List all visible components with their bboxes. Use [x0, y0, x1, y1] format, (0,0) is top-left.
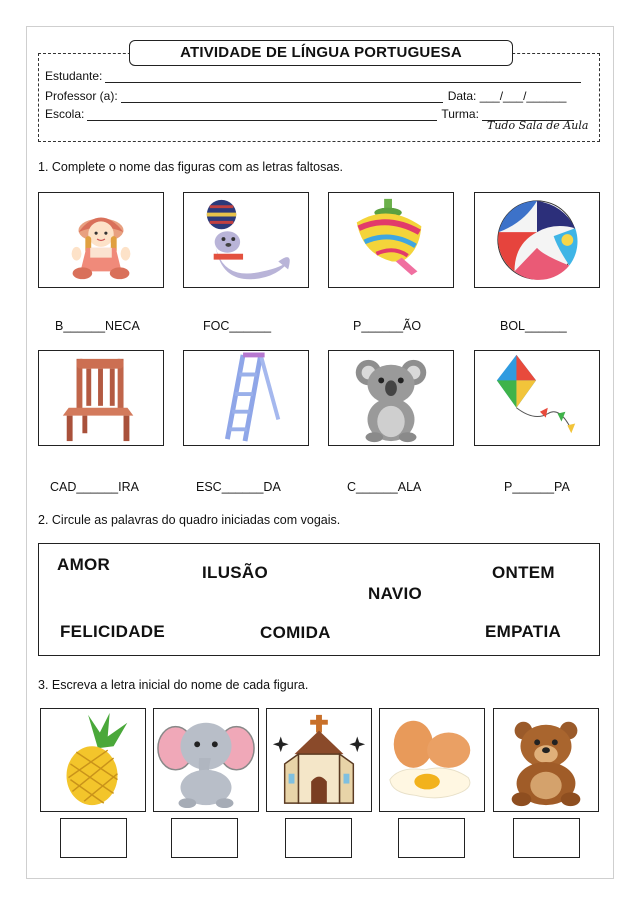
label-cadeira: CAD______IRA [50, 480, 139, 494]
signature-logo: Tudo Sala de Aula [487, 119, 589, 132]
student-field[interactable] [45, 69, 581, 83]
word-ilusao[interactable]: ILUSÃO [202, 563, 269, 582]
school-label: Escola: [45, 107, 85, 121]
label-coala: C______ALA [347, 480, 422, 494]
bear-icon [493, 708, 599, 812]
eggs-icon [379, 708, 485, 812]
seal-with-ball-icon [183, 192, 309, 288]
school-line[interactable] [87, 109, 437, 121]
student-line[interactable] [105, 71, 581, 83]
church-icon [266, 708, 372, 812]
kite-icon [474, 350, 600, 446]
label-foca: FOC______ [203, 319, 272, 333]
ladder-icon [183, 350, 309, 446]
label-escada: ESC______DA [196, 480, 281, 494]
label-piao: P______ÃO [353, 319, 422, 333]
question-3: 3. Escreva a letra inicial do nome de cada figura. [38, 678, 309, 692]
doll-icon [38, 192, 164, 288]
beach-ball-icon [474, 192, 600, 288]
answer-box-elephant[interactable] [171, 818, 238, 858]
class-label: Turma: [441, 107, 479, 121]
elephant-icon [153, 708, 259, 812]
answer-box-pineapple[interactable] [60, 818, 127, 858]
label-boneca: B______NECA [55, 319, 140, 333]
answer-box-church[interactable] [285, 818, 352, 858]
date-label[interactable]: Data: ___/___/______ [447, 89, 567, 103]
spinning-top-icon [328, 192, 454, 288]
koala-icon [328, 350, 454, 446]
student-label: Estudante: [45, 69, 103, 83]
question-2: 2. Circule as palavras do quadro iniciadas com vogais. [38, 513, 341, 527]
pineapple-icon [40, 708, 146, 812]
question-1: 1. Complete o nome das figuras com as letras faltosas. [38, 160, 344, 174]
word-felicidade[interactable]: FELICIDADE [60, 622, 165, 641]
answer-box-eggs[interactable] [398, 818, 465, 858]
teacher-line[interactable] [121, 91, 443, 103]
word-ontem[interactable]: ONTEM [492, 563, 555, 582]
word-amor[interactable]: AMOR [57, 555, 111, 574]
word-empatia[interactable]: EMPATIA [485, 622, 562, 641]
word-navio[interactable]: NAVIO [368, 584, 423, 603]
teacher-field[interactable] [45, 89, 566, 103]
label-pipa: P______PA [504, 480, 570, 494]
chair-icon [38, 350, 164, 446]
label-bola: BOL______ [500, 319, 567, 333]
page-title: ATIVIDADE DE LÍNGUA PORTUGUESA [129, 40, 513, 66]
answer-box-bear[interactable] [513, 818, 580, 858]
word-comida[interactable]: COMIDA [260, 623, 331, 642]
teacher-label: Professor (a): [45, 89, 118, 103]
